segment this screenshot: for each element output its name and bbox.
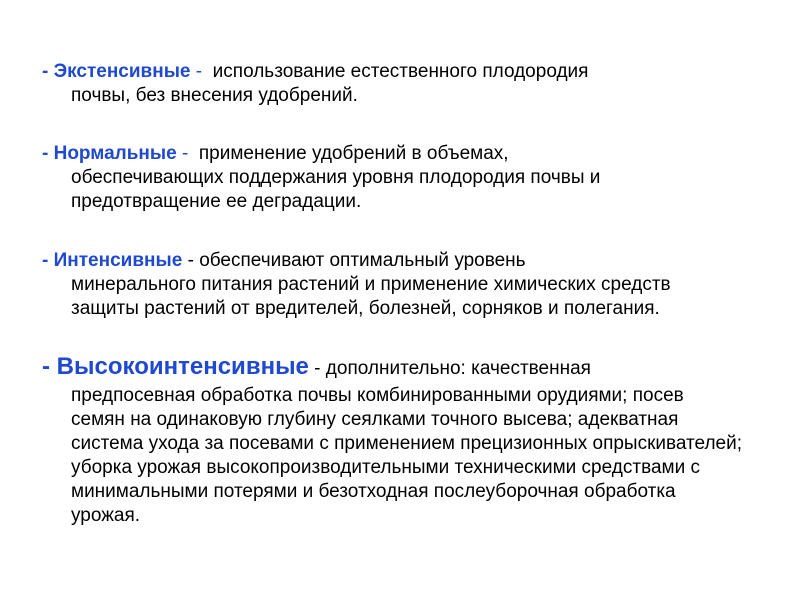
list-item-high-intensive [42, 352, 742, 528]
item-term: Нормальные [53, 143, 177, 164]
item-continuation: минерального питания растений и применение химических средств защиты растений от вредителей, болезней, сорняков и полегания. [71, 274, 671, 319]
list-item-intensive [42, 249, 742, 321]
item-dash: - [42, 250, 49, 271]
list-item-normal [42, 142, 742, 214]
item-separator: - [308, 358, 321, 379]
item-term-group [42, 143, 177, 164]
item-continuation: предпосевная обработка почвы комбинированными орудиями; посев семян на одинаковую глубину сеялками точного высева; адекватная система ухода за посевами с применением прецизионных опрыскивателей; уборка урожая высокопроизводительными техническими средствами с минимальными потерями и безотходная послеуборочная обработка урожая. [71, 385, 743, 526]
item-first-line [42, 142, 742, 166]
item-first-line-text: дополнительно: качественная [325, 358, 591, 379]
item-first-line-text: использование естественного плодородия [212, 61, 589, 82]
item-first-line-text: применение удобрений в объемах, [198, 143, 509, 164]
item-continuation: обеспечивающих поддержания уровня плодородия почвы и предотвращение ее деградации. [71, 167, 601, 212]
item-term: Интенсивные [53, 250, 183, 271]
item-separator: - [176, 143, 189, 164]
item-dash: - [42, 61, 49, 82]
item-first-line [42, 352, 742, 384]
item-first-line [42, 249, 742, 273]
item-dash: - [42, 353, 50, 380]
item-separator: - [190, 61, 203, 82]
item-dash: - [42, 143, 49, 164]
item-term: Высокоинтенсивные [56, 353, 309, 380]
item-term: Экстенсивные [53, 61, 191, 82]
item-separator: - [182, 250, 194, 271]
item-first-line [42, 60, 742, 84]
item-first-line-text: обеспечивают оптимальный уровень [199, 250, 526, 271]
item-term-group [42, 353, 309, 380]
item-continuation: почвы, без внесения удобрений. [71, 85, 358, 106]
item-term-group [42, 61, 191, 82]
item-term-group [42, 250, 182, 271]
list-item-extensive [42, 60, 742, 108]
